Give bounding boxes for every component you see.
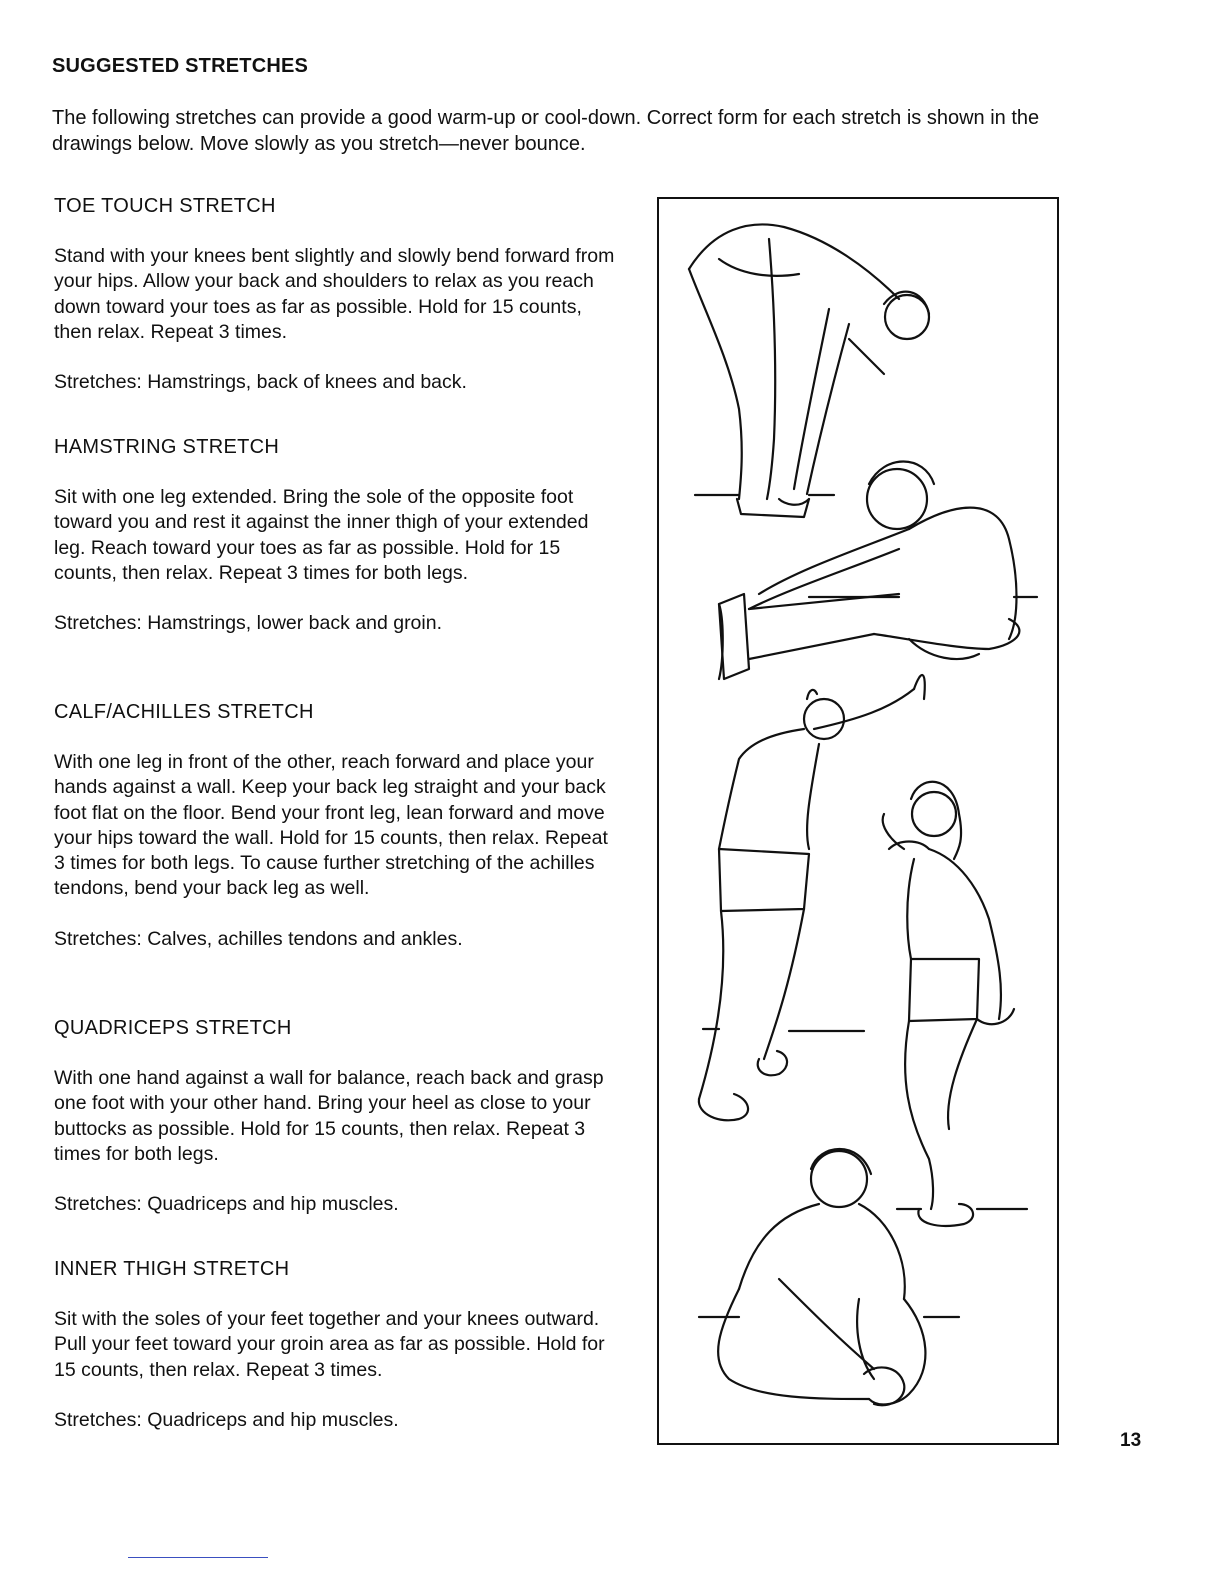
section-title: TOE TOUCH STRETCH (54, 195, 276, 217)
section-quadriceps (54, 1015, 624, 1217)
section-title: CALF/ACHILLES STRETCH (54, 701, 314, 723)
inner-thigh-figure (699, 1149, 959, 1405)
section-title: INNER THIGH STRETCH (54, 1258, 290, 1280)
section-stretches: Stretches: Hamstrings, back of knees and back. (54, 371, 467, 394)
page-number: 13 (1120, 1430, 1142, 1451)
quadriceps-figure (883, 782, 1027, 1226)
section-title: HAMSTRING STRETCH (54, 436, 280, 458)
stretch-illustrations (657, 197, 1059, 1445)
section-instructions: With one leg in front of the other, reach forward and place your hands against a wall. Keep your back leg straight and your back foot flat on the floor. Bend your front leg, lean forward and move your hips toward the wall. Hold for 15 counts, then relax. Repeat 3 times for both legs. To cause further stretching of the achilles tendons, bend your back leg as well. (54, 751, 608, 900)
section-hamstring (54, 434, 624, 636)
section-inner-thigh (54, 1256, 624, 1433)
intro-paragraph: The following stretches can provide a good warm-up or cool-down. Correct form for each stretch is shown in the drawings below. Move slowly as you stretch—never bounce. (52, 107, 1040, 155)
pen-underline-mark (128, 1557, 268, 1558)
section-stretches: Stretches: Quadriceps and hip muscles. (54, 1408, 399, 1431)
hamstring-figure (719, 462, 1037, 680)
section-stretches: Stretches: Hamstrings, lower back and groin. (54, 612, 443, 635)
page-title: SUGGESTED STRETCHES (52, 55, 309, 77)
toe-touch-figure (689, 224, 929, 517)
section-instructions: Sit with the soles of your feet together and your knees outward. Pull your feet toward your groin area as far as possible. Hold for 15 counts, then relax. Repeat 3 times. (54, 1308, 605, 1381)
section-toe-touch (54, 193, 624, 395)
calf-achilles-figure (699, 675, 925, 1120)
section-instructions: Sit with one leg extended. Bring the sole of the opposite foot toward you and rest it against the inner thigh of your extended leg. Reach toward your toes as far as possible. Hold for 15 counts, then relax. Repeat 3 times for both legs. (54, 486, 589, 584)
section-instructions: With one hand against a wall for balance, reach back and grasp one foot with your other hand. Bring your heel as close to your buttocks as possible. Hold for 15 counts, then relax. Repeat 3 times for both legs. (54, 1067, 604, 1165)
section-title: QUADRICEPS STRETCH (54, 1017, 292, 1039)
section-calf-achilles (54, 699, 624, 952)
section-stretches: Stretches: Calves, achilles tendons and ankles. (54, 927, 463, 950)
section-stretches: Stretches: Quadriceps and hip muscles. (54, 1193, 399, 1216)
section-instructions: Stand with your knees bent slightly and slowly bend forward from your hips. Allow your back and shoulders to relax as you reach down toward your toes as far as possible. Hold for 15 counts, then relax. Repeat 3 times. (54, 245, 615, 343)
